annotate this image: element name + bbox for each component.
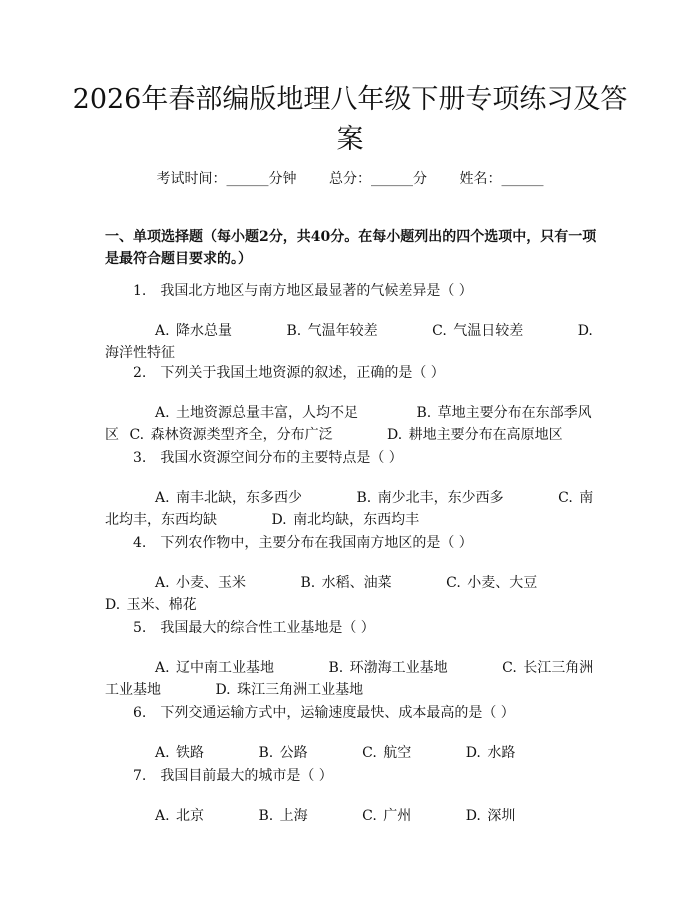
question-stem: 2. 下列关于我国土地资源的叙述，正确的是（ ）	[133, 365, 445, 381]
option-a: A. 小麦、玉米	[155, 575, 247, 591]
exam-time: 考试时间：______分钟	[156, 171, 297, 187]
section-heading: 一、单项选择题（每小题2分，共40分。在每小题列出的四个选项中，只有一项是最符合题目要求的。）	[105, 229, 597, 267]
option-c: C. 森林资源类型齐全，分布广泛	[129, 427, 333, 443]
question-2	[105, 362, 600, 446]
option-d: D. 玉米、棉花	[105, 597, 197, 613]
option-a: A. 铁路	[155, 745, 205, 761]
option-d: D. 海洋性特征	[105, 323, 593, 361]
question-options	[105, 402, 600, 446]
option-c: C. 小麦、大豆	[446, 575, 538, 591]
question-7	[105, 765, 600, 827]
option-a: A. 南丰北缺，东多西少	[155, 490, 303, 506]
exam-meta	[0, 168, 700, 188]
question-stem: 5. 我国最大的综合性工业基地是（ ）	[133, 620, 375, 636]
question-stem: 1. 我国北方地区与南方地区最显著的气候差异是（ ）	[133, 283, 473, 299]
question-options	[105, 657, 600, 701]
option-b: B. 水稻、油菜	[300, 575, 392, 591]
question-options	[105, 805, 600, 827]
question-options	[105, 320, 600, 364]
option-b: B. 上海	[258, 808, 308, 824]
option-d: D. 耕地主要分布在高原地区	[387, 427, 563, 443]
question-stem: 3. 我国水资源空间分布的主要特点是（ ）	[133, 450, 403, 466]
option-b: B. 公路	[258, 745, 308, 761]
option-c: C. 气温日较差	[432, 323, 524, 339]
question-stem: 4. 下列农作物中，主要分布在我国南方地区的是（ ）	[133, 535, 473, 551]
question-5	[105, 617, 600, 701]
question-3	[105, 447, 600, 531]
option-c: C. 南北均丰，东西均缺	[105, 490, 594, 528]
option-b: B. 草地主要分布在东部季风区	[105, 405, 592, 443]
question-options	[105, 742, 600, 764]
question-stem: 7. 我国目前最大的城市是（ ）	[133, 768, 333, 784]
question-4	[105, 532, 600, 616]
option-a: A. 北京	[155, 808, 205, 824]
student-name: 姓名：______	[459, 171, 544, 187]
option-d: D. 珠江三角洲工业基地	[215, 682, 364, 698]
option-d: D. 水路	[465, 745, 516, 761]
option-b: B. 南少北丰，东少西多	[356, 490, 504, 506]
option-d: D. 南北均缺，东西均丰	[271, 512, 420, 528]
question-6	[105, 702, 600, 764]
option-b: B. 环渤海工业基地	[328, 660, 448, 676]
question-options	[105, 487, 600, 531]
option-a: A. 土地资源总量丰富，人均不足	[155, 405, 359, 421]
option-a: A. 辽中南工业基地	[155, 660, 275, 676]
question-1	[105, 280, 600, 364]
option-c: C. 长江三角洲工业基地	[105, 660, 594, 698]
option-d: D. 深圳	[465, 808, 516, 824]
option-c: C. 航空	[362, 745, 412, 761]
document-title: 2026年春部编版地理八年级下册专项练习及答案	[72, 84, 628, 155]
question-stem: 6. 下列交通运输方式中，运输速度最快、成本最高的是（ ）	[133, 705, 515, 721]
option-a: A. 降水总量	[155, 323, 233, 339]
exam-total-score: 总分：______分	[329, 171, 427, 187]
question-options	[105, 572, 600, 616]
option-b: B. 气温年较差	[286, 323, 378, 339]
option-c: C. 广州	[362, 808, 412, 824]
